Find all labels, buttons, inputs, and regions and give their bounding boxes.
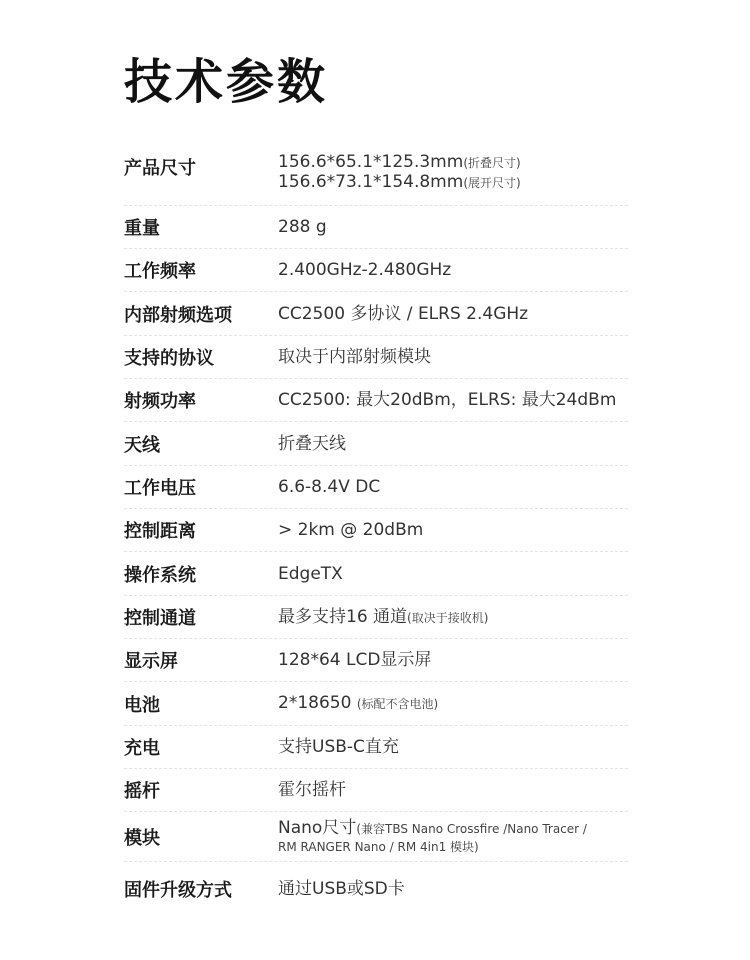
spec-row-os (124, 552, 628, 596)
module-line-1 (278, 818, 628, 839)
spec-value: 288 g (278, 217, 327, 237)
spec-value: 6.6-8.4V DC (278, 477, 381, 497)
spec-row-module (124, 812, 628, 862)
spec-label: 天线 (124, 434, 160, 456)
spec-row-charging (124, 726, 628, 769)
spec-value: CC2500: 最大20dBm，ELRS: 最大24dBm (278, 390, 617, 410)
spec-value: 霍尔摇杆 (278, 780, 346, 800)
spec-label: 充电 (124, 738, 160, 759)
spec-row-firmware (124, 862, 628, 916)
spec-label: 显示屏 (124, 651, 178, 672)
battery-note: (标配不含电池) (356, 697, 439, 711)
spec-label: 控制距离 (124, 521, 196, 542)
spec-value: 支持USB-C直充 (278, 737, 399, 757)
spec-value: CC2500 多协议 / ELRS 2.4GHz (278, 303, 529, 324)
spec-value (278, 153, 628, 193)
spec-table (124, 140, 628, 916)
spec-row-display (124, 639, 628, 682)
size-unfolded-line (278, 173, 628, 193)
spec-value (278, 607, 628, 628)
spec-row-gimbal (124, 769, 628, 812)
spec-value (278, 818, 628, 856)
channels-value: 最多支持16 通道 (278, 606, 408, 627)
spec-value: > 2km @ 20dBm (278, 520, 424, 540)
spec-row-frequency (124, 249, 628, 292)
channels-note: (取决于接收机) (407, 610, 489, 625)
spec-row-voltage (124, 466, 628, 509)
module-note-2: RM RANGER Nano / RM 4in1 模块) (278, 839, 479, 854)
spec-value: 折叠天线 (278, 433, 346, 454)
spec-value: EdgeTX (278, 563, 343, 584)
spec-label: 支持的协议 (124, 348, 214, 369)
spec-value: 通过USB或SD卡 (278, 879, 405, 899)
spec-row-antenna (124, 422, 628, 466)
size-folded-note: (折叠尺寸) (463, 155, 521, 170)
size-folded-line (278, 153, 628, 173)
spec-row-rf-options (124, 292, 628, 336)
spec-row-channels (124, 596, 628, 639)
spec-row-range (124, 509, 628, 552)
spec-label: 产品尺寸 (124, 158, 196, 179)
spec-label: 摇杆 (124, 781, 160, 802)
spec-label: 固件升级方式 (124, 880, 232, 901)
spec-label: 模块 (124, 827, 160, 849)
spec-label: 控制通道 (124, 608, 196, 629)
spec-row-protocols (124, 336, 628, 379)
battery-value: 2*18650 (278, 693, 352, 713)
spec-value: 取决于内部射频模块 (278, 347, 431, 367)
spec-value: 2.400GHz-2.480GHz (278, 260, 452, 280)
spec-label: 操作系统 (124, 564, 196, 586)
spec-row-battery (124, 682, 628, 726)
spec-label: 电池 (124, 694, 160, 716)
page-title: 技术参数 (124, 54, 329, 110)
module-value: Nano尺寸 (278, 817, 357, 838)
module-note-1: (兼容TBS Nano Crossfire /Nano Tracer / (356, 821, 587, 836)
spec-value (278, 693, 628, 714)
spec-row-rf-power (124, 379, 628, 422)
size-unfolded-note: (展开尺寸) (463, 175, 521, 190)
spec-row-weight (124, 206, 628, 249)
size-folded-value: 156.6*65.1*125.3mm (278, 151, 464, 172)
spec-label: 工作频率 (124, 261, 196, 282)
spec-label: 内部射频选项 (124, 304, 232, 326)
spec-row-size (124, 140, 628, 206)
spec-value: 128*64 LCD显示屏 (278, 650, 432, 670)
spec-label: 重量 (124, 218, 160, 239)
spec-label: 工作电压 (124, 478, 196, 499)
size-unfolded-value: 156.6*73.1*154.8mm (278, 171, 464, 192)
spec-label: 射频功率 (124, 391, 196, 412)
